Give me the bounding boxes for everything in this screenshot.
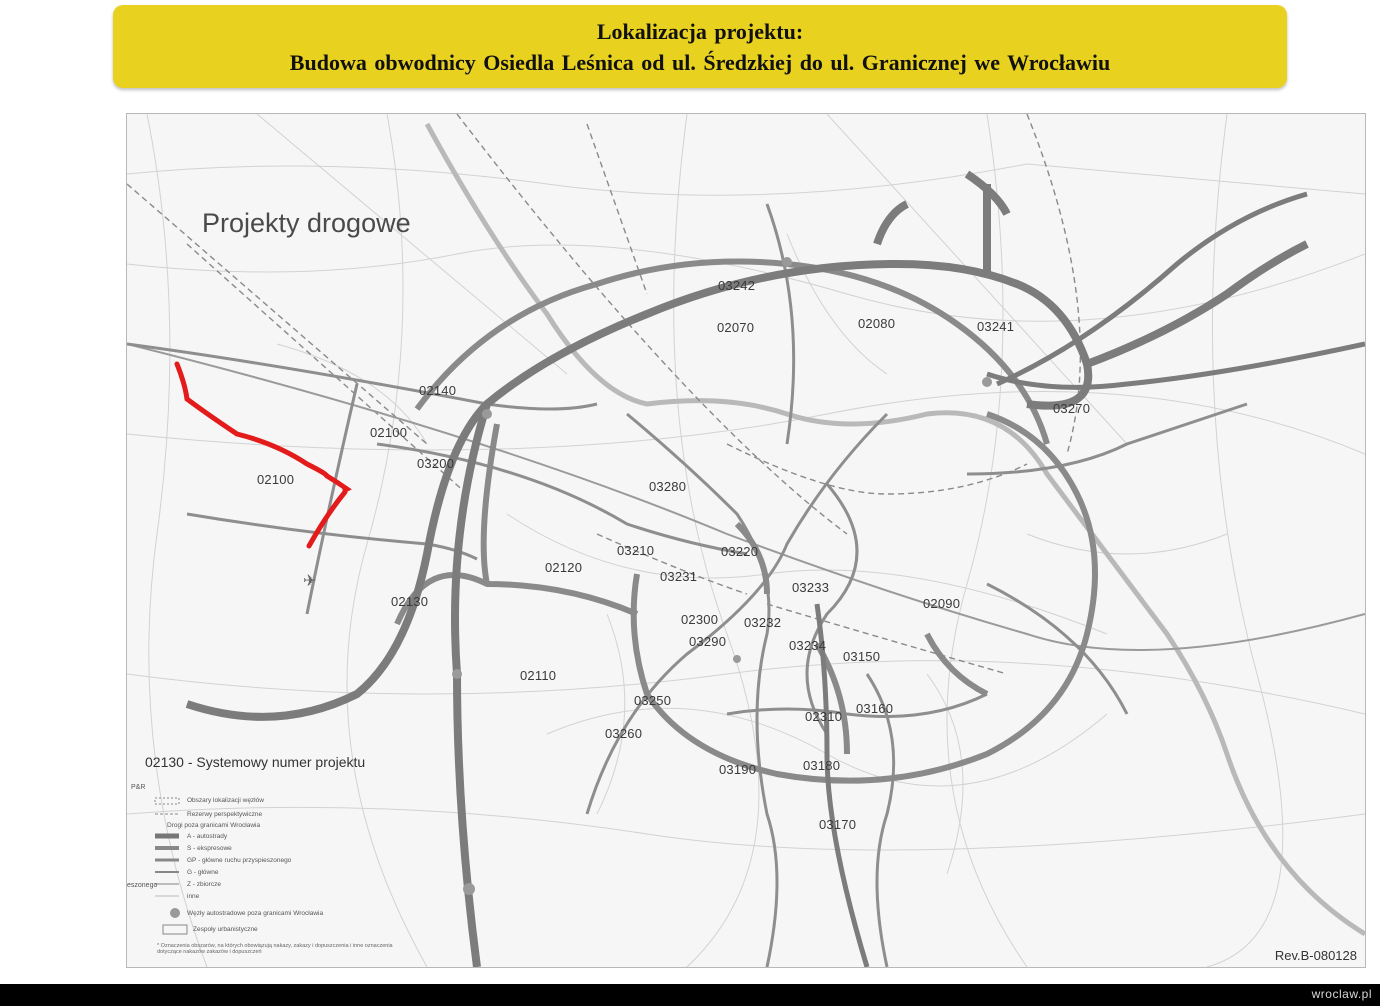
project-code-label: 03250 (634, 693, 672, 708)
project-code-label: 02090 (923, 596, 961, 611)
project-code-label: 03241 (977, 319, 1015, 334)
legend-swatches (155, 798, 187, 934)
project-code-label: 02100 (257, 472, 295, 487)
project-code-label: 02080 (858, 316, 896, 331)
legend-item: G - główne (187, 869, 219, 876)
project-code-label: 03220 (721, 544, 759, 559)
project-code-label: 03260 (605, 726, 643, 741)
junction-markers (452, 257, 992, 895)
legend-item: Rezerwy perspektywiczne (187, 811, 263, 818)
project-code-label: 03231 (660, 569, 698, 584)
perspective-reserve-lines (127, 114, 1080, 674)
legend-heading: 02130 - Systemowy numer projektu (145, 754, 366, 770)
legend-item: Zespoły urbanistyczne (193, 926, 258, 933)
legend-item: Węzły autostradowe poza granicami Wrocławia (187, 910, 324, 917)
legend-item: Obszary lokalizacji węzłów (187, 797, 264, 804)
legend-edge-label: P&R (131, 784, 146, 791)
project-code-label: 03233 (792, 580, 830, 595)
map-drawing (127, 114, 1365, 967)
banner-title-line-1: Lokalizacja projektu: (596, 18, 804, 44)
map-title: Projekty drogowe (202, 208, 411, 238)
revision-label: Rev.B-080128 (1274, 948, 1357, 963)
project-code-label: 02310 (805, 709, 843, 724)
airport-icon: ✈ (303, 571, 317, 590)
legend-item: Z - zbiorcze (187, 881, 221, 888)
footer-bar (0, 984, 1380, 1006)
project-code-label: 02140 (419, 383, 457, 398)
project-code-label: 02130 (391, 594, 429, 609)
legend-item: Drogi poza granicami Wrocławia (167, 822, 261, 829)
project-code-label: 03280 (649, 479, 687, 494)
project-code-label: 02110 (520, 668, 557, 683)
project-code-label: 03210 (617, 543, 655, 558)
ring-roads (397, 262, 1095, 781)
project-code-label: 02300 (681, 612, 719, 627)
project-code-label: 03200 (417, 456, 455, 471)
title-banner (113, 5, 1287, 88)
project-code-label: 02070 (717, 320, 755, 335)
project-code-label: 03232 (744, 615, 782, 630)
legend-edge-label: eszonego (127, 882, 158, 889)
project-code-label: 03290 (689, 634, 727, 649)
project-code-label: 03180 (803, 758, 841, 773)
legend-item: inne (187, 893, 200, 900)
highlighted-leśnica-bypass-south (309, 492, 345, 546)
project-code-label: 03170 (819, 817, 857, 832)
legend-item: A - autostrady (187, 833, 228, 840)
project-code-label: 02100 (370, 425, 408, 440)
legend-item: GP - główne ruchu przyspieszonego (187, 857, 292, 864)
project-code-label: 03190 (719, 762, 757, 777)
road-projects-map (126, 113, 1366, 968)
legend-item: S - ekspresowe (187, 845, 232, 852)
project-code-label: 03160 (856, 701, 894, 716)
footer-brand: wroclaw.pl (1311, 987, 1372, 1001)
project-code-label: 02120 (545, 560, 583, 575)
legend-note: * Oznaczenia obszarów, na których obowiązują nakazy, zakazy i dopuszczenia i inne oznaczenia dotyczące nakazów zakazów i dopuszczeń (157, 943, 393, 955)
project-code-label: 03270 (1053, 401, 1091, 416)
project-code-label: 03234 (789, 638, 827, 653)
project-code-label: 03150 (843, 649, 881, 664)
project-code-label: 03242 (718, 278, 756, 293)
banner-title-line-2: Budowa obwodnicy Osiedla Leśnica od ul. Średzkiej do ul. Granicznej we Wrocławiu (289, 49, 1111, 75)
